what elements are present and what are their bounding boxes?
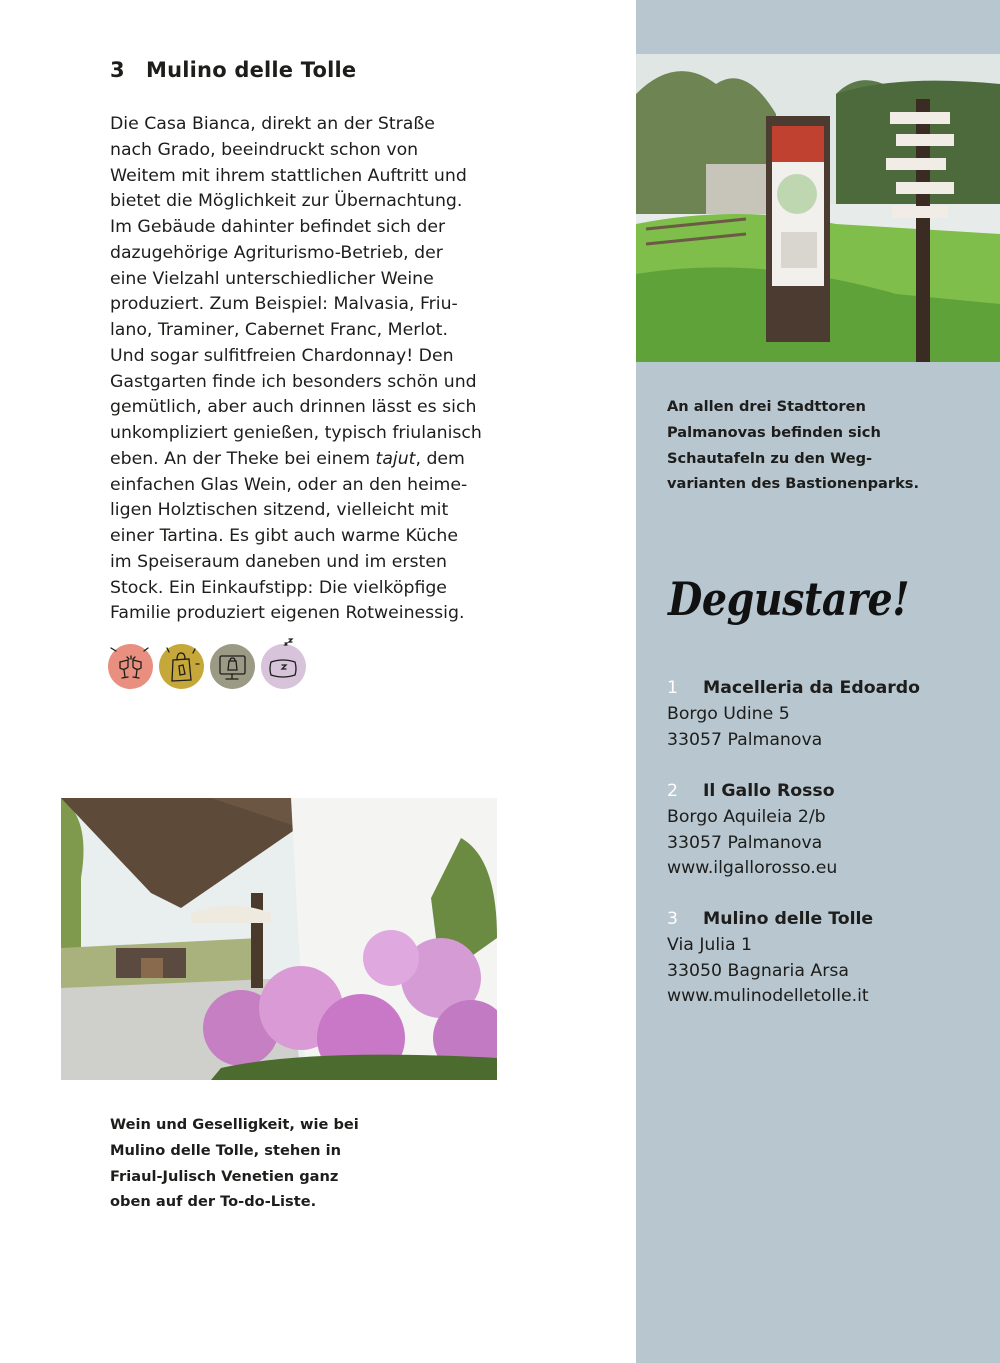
entry-name: Il Gallo Rosso [703, 781, 835, 801]
caption-line: Mulino delle Tolle, stehen in [110, 1141, 342, 1159]
body-line: ligen Holztischen sitzend, vielleicht mit [110, 500, 449, 521]
body-line: einfachen Glas Wein, oder an den heime- [110, 474, 468, 495]
caption-line: varianten des Bastionenparks. [667, 475, 920, 493]
body-line: im Speiseraum daneben und im ersten [110, 551, 447, 572]
online-shop-icon [210, 644, 255, 689]
body-line: Im Gebäude dahinter befindet sich der [110, 217, 446, 237]
body-line: produziert. Zum Beispiel: Malvasia, Friu- [110, 294, 458, 315]
body-line: eine Vielzahl unterschiedlicher Weine [110, 268, 434, 289]
entry-name: Macelleria da Edoardo [703, 678, 921, 698]
address-entry-3 [667, 907, 987, 1010]
body-line: Weitem mit ihrem stattlichen Auftritt und [110, 165, 467, 186]
entry-website-link[interactable]: www.mulinodelletolle.it [667, 986, 869, 1007]
italic-term: tajut [375, 448, 416, 469]
entry-city: 33057 Palmanova [667, 832, 823, 853]
body-line: gemütlich, aber auch drinnen lässt es sich [110, 397, 477, 418]
body-line: Und sogar sulfitfreien Chardonnay! Den [110, 345, 454, 366]
article-title: Mulino delle Tolle [146, 58, 357, 82]
entry-index: 3 [667, 909, 678, 929]
body-line: Die Casa Bianca, direkt an der Straße [110, 114, 435, 134]
caption-line: Schautafeln zu den Weg- [667, 449, 873, 467]
article-heading [110, 58, 356, 82]
signpost-photo [636, 54, 1000, 362]
body-line-end: , dem [415, 448, 465, 469]
caption-line: Friaul-Julisch Venetien ganz [110, 1167, 339, 1185]
body-line: dazugehörige Agriturismo-Betrieb, der [110, 242, 443, 263]
garden-photo [61, 798, 497, 1080]
entry-city: 33057 Palmanova [667, 729, 823, 750]
entry-index: 1 [667, 678, 678, 698]
entry-city: 33050 Bagnaria Arsa [667, 960, 849, 981]
body-line: nach Grado, beeindruckt schon von [110, 139, 419, 160]
entry-street: Via Julia 1 [667, 934, 753, 955]
address-entry-2 [667, 779, 987, 882]
body-line: Stock. Ein Einkaufstipp: Die vielköpfige [110, 577, 447, 598]
body-line: lano, Traminer, Cabernet Franc, Merlot. [110, 320, 448, 340]
body-line: einer Tartina. Es gibt auch warme Küche [110, 526, 459, 546]
caption-line: oben auf der To-do-Liste. [110, 1193, 317, 1211]
degustare-heading: Degustare! [668, 572, 910, 626]
caption-line: An allen drei Stadttoren [667, 398, 866, 415]
body-line: bietet die Möglichkeit zur Übernachtung. [110, 191, 463, 212]
body-line: Familie produziert eigenen Rotweinessig. [110, 603, 465, 624]
entry-street: Borgo Udine 5 [667, 703, 790, 724]
shopping-bag-icon [159, 644, 204, 689]
body-line: Gastgarten finde ich besonders schön und [110, 371, 477, 392]
entry-index: 2 [667, 781, 678, 801]
article-body [110, 112, 510, 627]
signpost-caption [667, 394, 919, 497]
caption-line: Palmanovas befinden sich [667, 423, 881, 441]
body-line [110, 447, 510, 473]
entry-street: Borgo Aquileia 2/b [667, 806, 826, 827]
body-line: unkompliziert genießen, typisch friulanisch [110, 423, 482, 443]
entry-name: Mulino delle Tolle [703, 909, 874, 929]
caption-line: Wein und Geselligkeit, wie bei [110, 1116, 359, 1133]
garden-caption [110, 1112, 359, 1215]
entry-website-link[interactable]: www.ilgallorosso.eu [667, 858, 838, 879]
sleep-pillow-icon [261, 644, 306, 689]
wine-glasses-icon [108, 644, 153, 689]
body-line-start: eben. An der Theke bei einem [110, 448, 376, 469]
address-entry-1 [667, 676, 987, 753]
article-number: 3 [110, 58, 125, 82]
